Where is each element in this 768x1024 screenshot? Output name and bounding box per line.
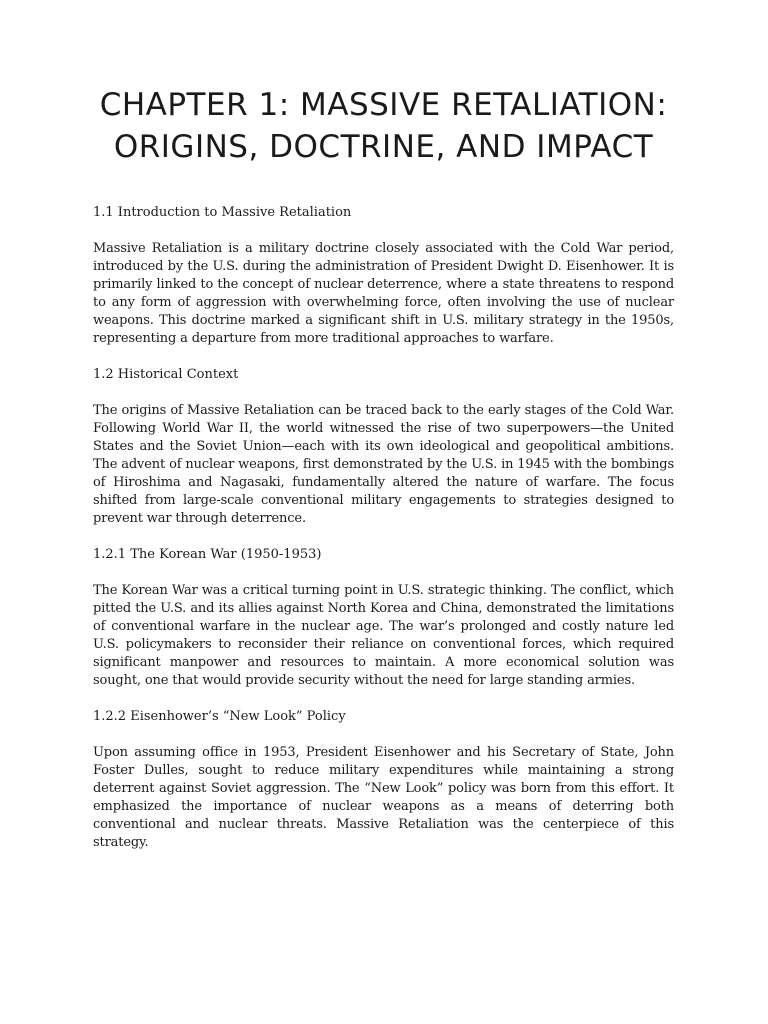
document-page	[93, 84, 674, 870]
section-paragraph: The Korean War was a critical turning point in U.S. strategic thinking. The conflict, which pitted the U.S. and its allies against North Korea and China, demonstrated the limitations of conventional warfare in the nuclear age. The war’s prolonged and costly nature led U.S. policymakers to reconsider their reliance on conventional forces, which required significant manpower and resources to maintain. A more economical solution was sought, one that would provide security without the need for large standing armies.	[93, 583, 674, 688]
section-heading: 1.2.1 The Korean War (1950-1953)	[93, 547, 322, 562]
section-heading: 1.1 Introduction to Massive Retaliation	[93, 205, 352, 220]
section-paragraph: Massive Retaliation is a military doctrine closely associated with the Cold War period, introduced by the U.S. during the administration of President Dwight D. Eisenhower. It is primarily linked to the concept of nuclear deterrence, where a state threatens to respond to any form of aggression with overwhelming force, often involving the use of nuclear weapons. This doctrine marked a significant shift in U.S. military strategy in the 1950s, representing a departure from more traditional approaches to warfare.	[93, 241, 674, 346]
section-heading: 1.2.2 Eisenhower’s “New Look” Policy	[93, 709, 346, 724]
section-historical-context	[93, 366, 674, 528]
section-paragraph: Upon assuming office in 1953, President Eisenhower and his Secretary of State, John Foster Dulles, sought to reduce military expenditures while maintaining a strong deterrent against Soviet aggression. The “New Look” policy was born from this effort. It emphasized the importance of nuclear weapons as a means of deterring both conventional and nuclear threats. Massive Retaliation was the centerpiece of this strategy.	[93, 745, 674, 850]
section-korean-war	[93, 546, 674, 690]
section-paragraph: The origins of Massive Retaliation can be traced back to the early stages of the Cold War. Following World War II, the world witnessed the rise of two superpowers—the United States and the Soviet Union—each with its own ideological and geopolitical ambitions. The advent of nuclear weapons, first demonstrated by the U.S. in 1945 with the bombings of Hiroshima and Nagasaki, fundamentally altered the nature of warfare. The focus shifted from large-scale conventional military engagements to strategies designed to prevent war through deterrence.	[93, 403, 674, 526]
chapter-title: CHAPTER 1: MASSIVE RETALIATION: ORIGINS, DOCTRINE, AND IMPACT	[99, 87, 668, 165]
section-new-look-policy	[93, 708, 674, 852]
section-introduction	[93, 204, 674, 348]
section-heading: 1.2 Historical Context	[93, 367, 239, 382]
